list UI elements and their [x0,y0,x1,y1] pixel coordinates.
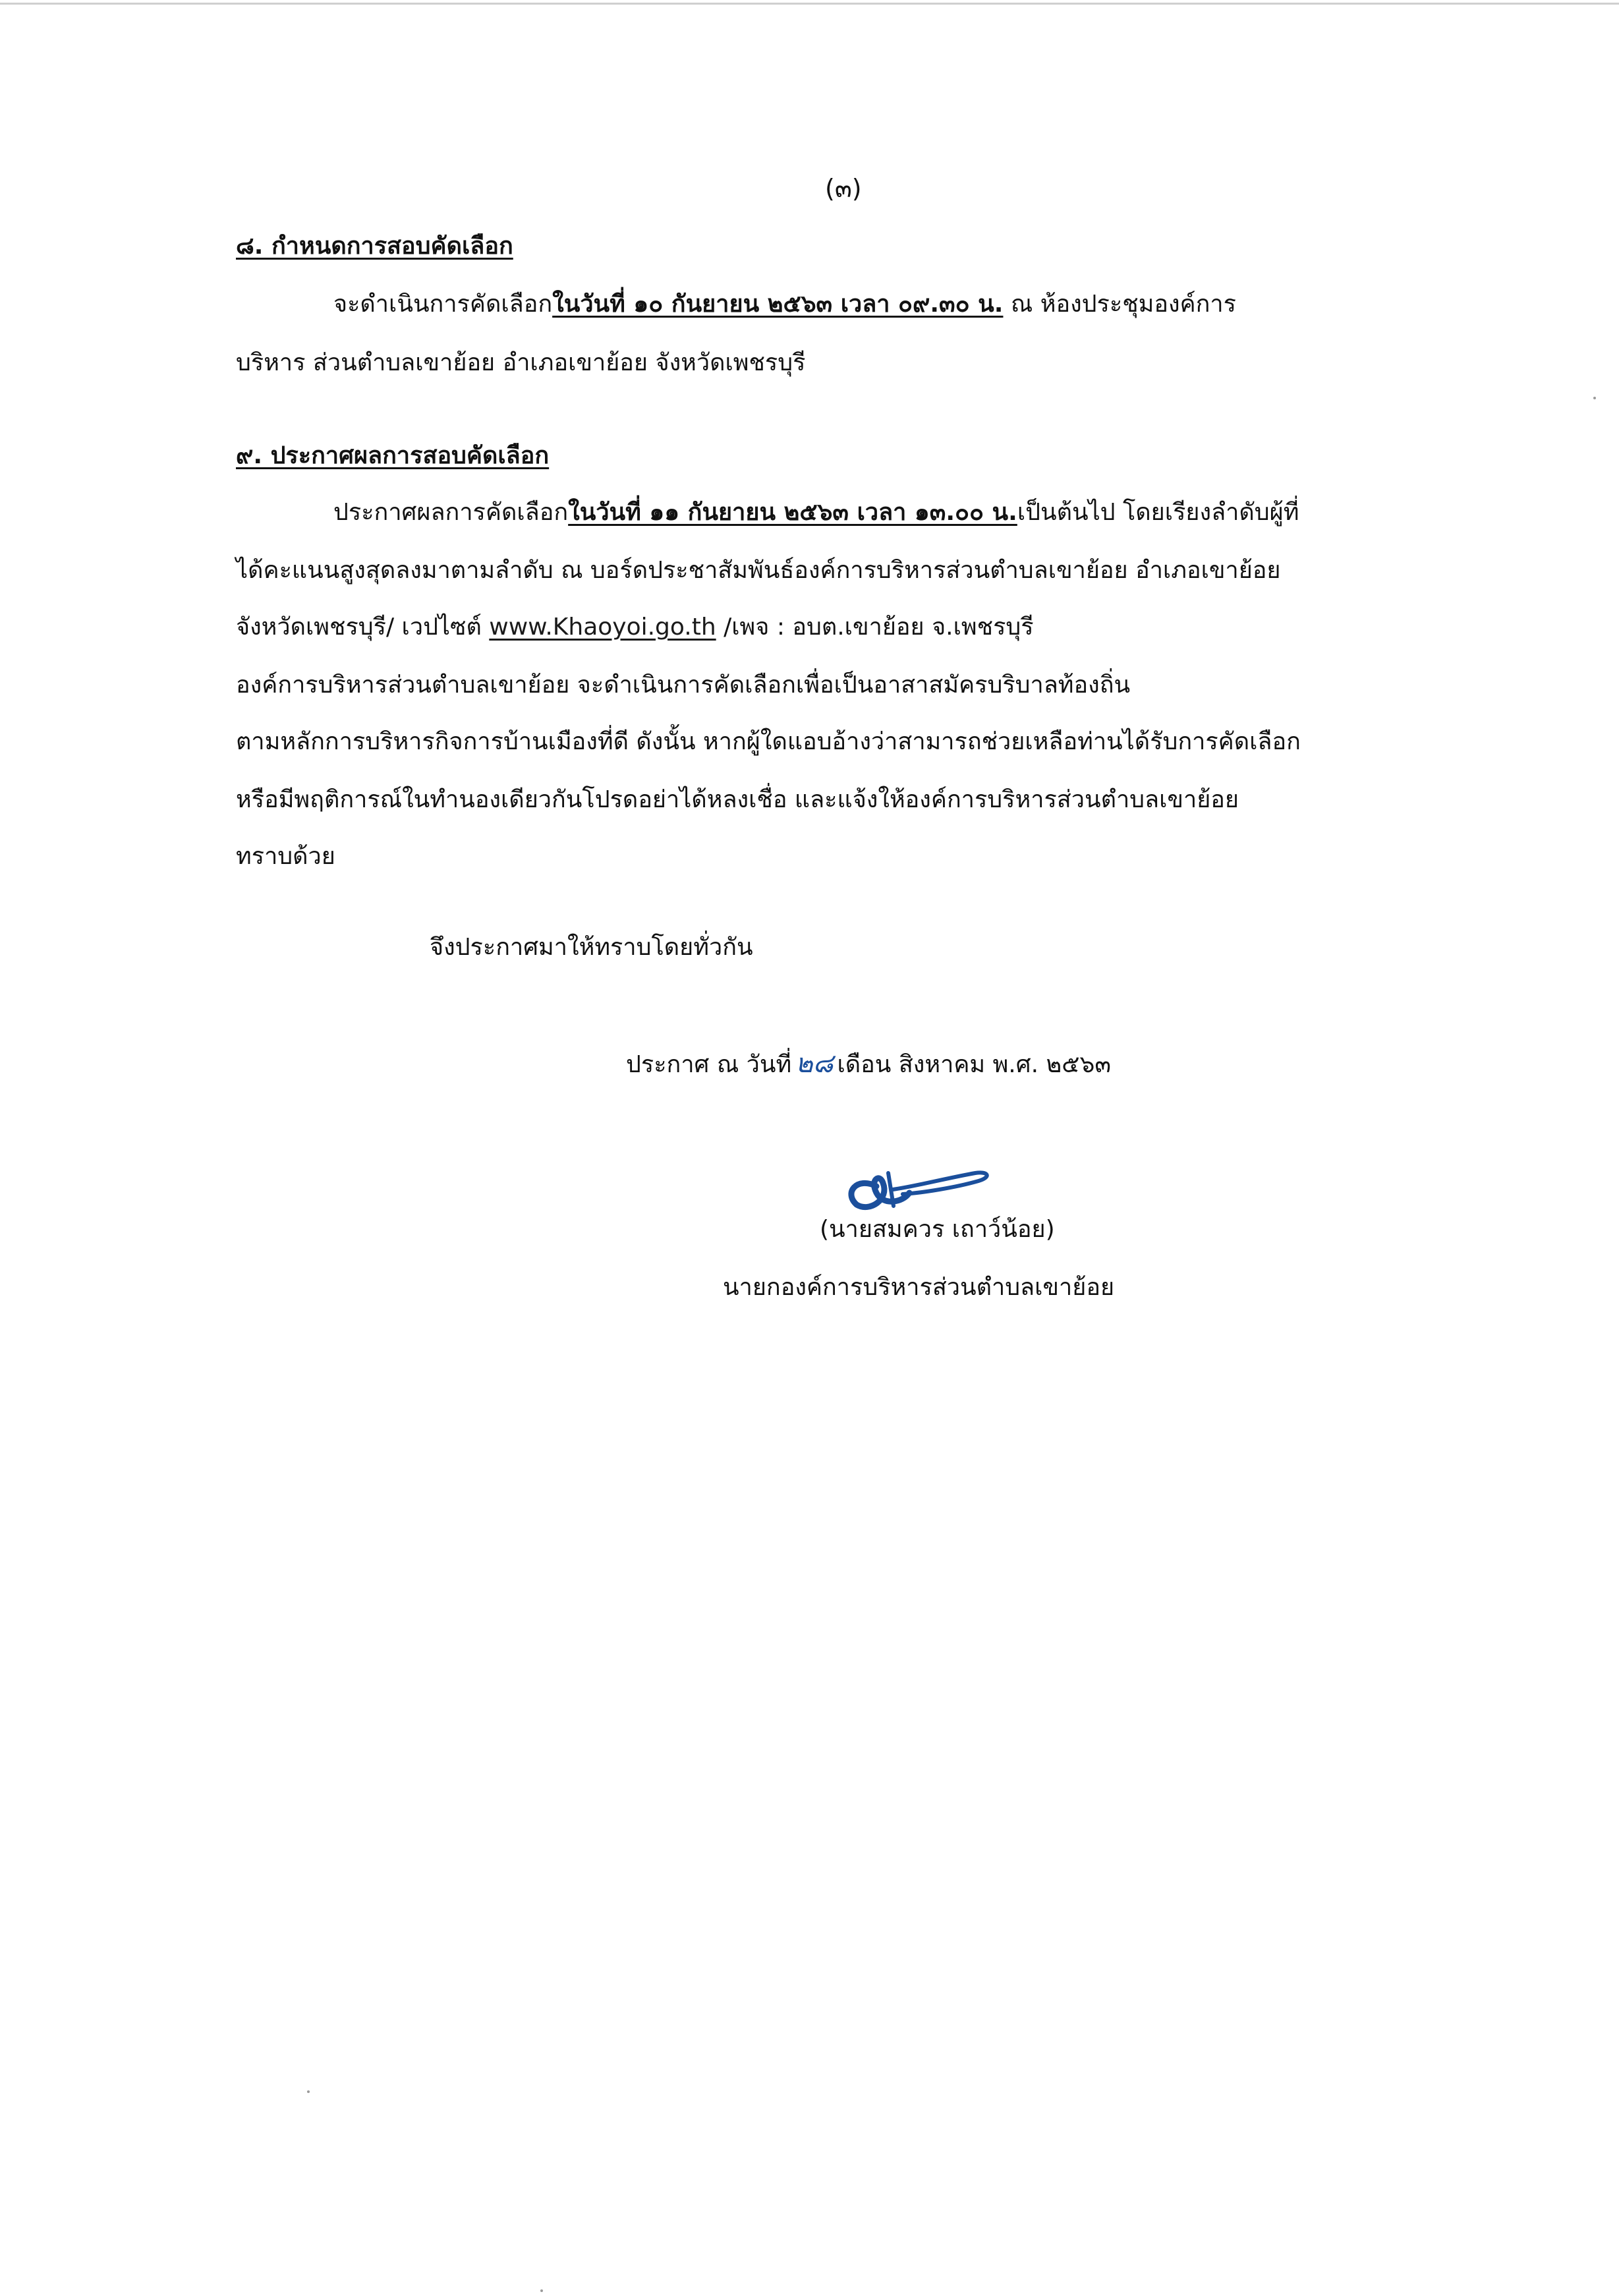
date-prefix: ประกาศ ณ วันที่ [626,1051,792,1078]
section-8-heading: ๘. กำหนดการสอบคัดเลือก [236,233,513,260]
signatory-position: นายกองค์การบริหารส่วนตำบลเขาย้อย [723,1274,1115,1301]
section-9-paragraph-line-1 [333,497,1299,529]
section-8-line-1-pre: จะดำเนินการคัดเลือก [333,291,553,318]
handwritten-day: ๒๘ [795,1048,834,1079]
page-number: (๓) [825,174,862,203]
section-8-paragraph-line-1 [333,289,1236,320]
section-9-line-1-pre: ประกาศผลการคัดเลือก [333,499,569,526]
notice-line-3: หรือมีพฤติการณ์ในทำนองเดียวกันโปรดอย่าได้หลงเชื่อ และแจ้งให้องค์การบริหารส่วนตำบลเขาย้อย [236,786,1239,813]
section-9-paragraph-line-2: ได้คะแนนสูงสุดลงมาตามลำดับ ณ บอร์ดประชาสัมพันธ์องค์การบริหารส่วนตำบลเขาย้อย อำเภอเขาย้อย [236,557,1281,584]
section-9-heading: ๙. ประกาศผลการสอบคัดเลือก [236,442,550,469]
section-8-paragraph-line-2: บริหาร ส่วนตำบลเขาย้อย อำเภอเขาย้อย จังหวัดเพชรบุรี [236,349,806,376]
section-8-date-time: ในวันที่ ๑๐ กันยายน ๒๕๖๓ เวลา ๐๙.๓๐ น. [552,291,1004,318]
section-9-line-3-pre: จังหวัดเพชรบุรี/ เวปไซต์ [236,614,490,641]
notice-line-4: ทราบด้วย [236,843,335,870]
notice-line-2: ตามหลักการบริหารกิจการบ้านเมืองที่ดี ดังนั้น หากผู้ใดแอบอ้างว่าสามารถช่วยเหลือท่านได้รับการคัดเลือก [236,728,1301,755]
signature-image [830,1147,995,1219]
scan-speck [540,2289,543,2292]
section-9-line-1-post: เป็นต้นไป โดยเรียงลำดับผู้ที่ [1017,499,1299,526]
section-9-date-time: ในวันที่ ๑๑ กันยายน ๒๕๖๓ เวลา ๑๓.๐๐ น. [568,499,1017,526]
website-link[interactable]: www.Khaoyoi.go.th [489,614,716,641]
section-9-line-3-post: /เพจ : อบต.เขาย้อย จ.เพชรบุรี [716,614,1034,641]
signatory-name: (นายสมควร เถาว์น้อย) [820,1216,1055,1243]
scan-speck [307,2090,310,2093]
closing-statement: จึงประกาศมาให้ทราบโดยทั่วกัน [430,934,753,961]
section-9-paragraph-line-3 [236,612,1034,643]
scan-speck [1593,397,1596,399]
notice-line-1: องค์การบริหารส่วนตำบลเขาย้อย จะดำเนินการคัดเลือกเพื่อเป็นอาสาสมัครบริบาลท้องถิ่น [236,672,1131,699]
section-8-line-1-post: ณ ห้องประชุมองค์การ [1003,291,1236,318]
announcement-date-line [626,1048,1111,1081]
scan-edge-line [0,3,1619,5]
date-suffix: เดือน สิงหาคม พ.ศ. ๒๕๖๓ [837,1051,1111,1078]
